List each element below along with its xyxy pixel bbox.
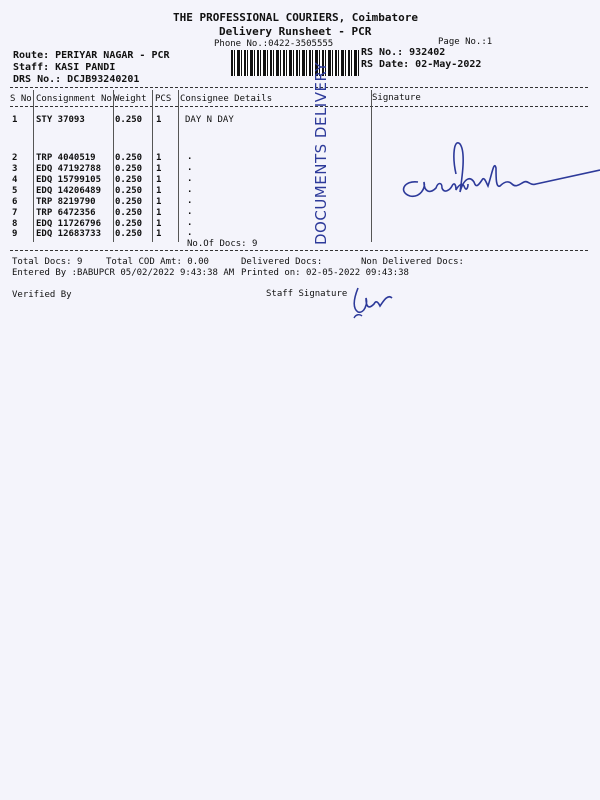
- staff-signature-label: Staff Signature: [266, 289, 348, 299]
- printed-on: Printed on: 02-05-2022 09:43:38: [241, 268, 409, 278]
- row-consignment: EDQ 12683733: [36, 229, 102, 239]
- row-consignee: .: [187, 174, 193, 184]
- row-consignee: .: [187, 207, 193, 217]
- row-weight: 0.250: [115, 208, 143, 218]
- rs-number: RS No.: 932402: [361, 47, 446, 58]
- column-header-signature: Signature: [372, 93, 421, 103]
- row-pcs: 1: [156, 175, 162, 185]
- drs-number: DRS No.: DCJB93240201: [13, 74, 140, 85]
- col-separator: [33, 90, 34, 242]
- row-pcs: 1: [156, 115, 162, 125]
- no-of-docs: No.Of Docs: 9: [187, 239, 258, 249]
- column-header-consignee: Consignee Details: [180, 94, 273, 104]
- row-consignee: .: [187, 228, 193, 238]
- row-consignment: STY 37093: [36, 115, 85, 125]
- col-separator: [152, 90, 153, 242]
- delivered-docs: Delivered Docs:: [241, 257, 323, 267]
- row-weight: 0.250: [115, 175, 143, 185]
- row-consignee: .: [187, 152, 193, 162]
- row-weight: 0.250: [115, 219, 143, 229]
- row-sno: 3: [12, 164, 18, 174]
- col-separator: [178, 90, 179, 242]
- row-sno: 1: [12, 115, 18, 125]
- row-consignee: .: [187, 185, 193, 195]
- page-number: Page No.:1: [438, 37, 493, 47]
- row-pcs: 1: [156, 186, 162, 196]
- row-consignment: TRP 8219790: [36, 197, 96, 207]
- runsheet-title: Delivery Runsheet - PCR: [219, 25, 372, 38]
- row-sno: 4: [12, 175, 18, 185]
- column-header-weight: Weight: [114, 94, 147, 104]
- row-consignment: TRP 4040519: [36, 153, 96, 163]
- col-separator: [371, 90, 372, 242]
- column-header-pcs: PCS: [155, 94, 172, 104]
- row-sno: 7: [12, 208, 18, 218]
- row-consignment: EDQ 11726796: [36, 219, 102, 229]
- row-pcs: 1: [156, 197, 162, 207]
- row-pcs: 1: [156, 219, 162, 229]
- row-sno: 5: [12, 186, 18, 196]
- row-pcs: 1: [156, 164, 162, 174]
- verified-by-label: Verified By: [12, 290, 72, 300]
- signature-icon: [390, 130, 600, 210]
- row-consignee: .: [187, 218, 193, 228]
- row-weight: 0.250: [115, 164, 143, 174]
- row-pcs: 1: [156, 229, 162, 239]
- total-docs: Total Docs: 9: [12, 257, 83, 267]
- barcode: [231, 50, 359, 76]
- row-consignment: TRP 6472356: [36, 208, 96, 218]
- entered-by: Entered By :BABUPCR 05/02/2022 9:43:38 AM: [12, 268, 235, 278]
- staff-label: Staff: KASI PANDI: [13, 62, 116, 73]
- row-sno: 6: [12, 197, 18, 207]
- row-weight: 0.250: [115, 153, 143, 163]
- row-weight: 0.250: [115, 197, 143, 207]
- row-sno: 2: [12, 153, 18, 163]
- row-consignee: DAY N DAY: [185, 115, 234, 125]
- row-pcs: 1: [156, 153, 162, 163]
- divider-bottom: [10, 250, 588, 251]
- divider-header: [10, 106, 588, 107]
- column-header-sno: S No: [10, 94, 32, 104]
- row-weight: 0.250: [115, 115, 143, 125]
- row-consignee: .: [187, 196, 193, 206]
- route-label: Route: PERIYAR NAGAR - PCR: [13, 50, 170, 61]
- column-header-consignment: Consignment No: [36, 94, 112, 104]
- row-consignment: EDQ 14206489: [36, 186, 102, 196]
- row-consignment: EDQ 15799105: [36, 175, 102, 185]
- row-sno: 8: [12, 219, 18, 229]
- documents-delivery-stamp: DOCUMENTS DELIVERY: [312, 61, 330, 245]
- company-name: THE PROFESSIONAL COURIERS, Coimbatore: [173, 11, 419, 24]
- rs-date: RS Date: 02-May-2022: [361, 59, 482, 70]
- row-weight: 0.250: [115, 229, 143, 239]
- row-sno: 9: [12, 229, 18, 239]
- row-weight: 0.250: [115, 186, 143, 196]
- total-cod-amount: Total COD Amt: 0.00: [106, 257, 209, 267]
- staff-signature-icon: [344, 278, 408, 320]
- phone-number: Phone No.:0422-3505555: [214, 39, 334, 49]
- row-pcs: 1: [156, 208, 162, 218]
- row-consignment: EDQ 47192788: [36, 164, 102, 174]
- non-delivered-docs: Non Delivered Docs:: [361, 257, 464, 267]
- divider-top: [10, 87, 588, 88]
- row-consignee: .: [187, 163, 193, 173]
- col-separator: [113, 90, 114, 242]
